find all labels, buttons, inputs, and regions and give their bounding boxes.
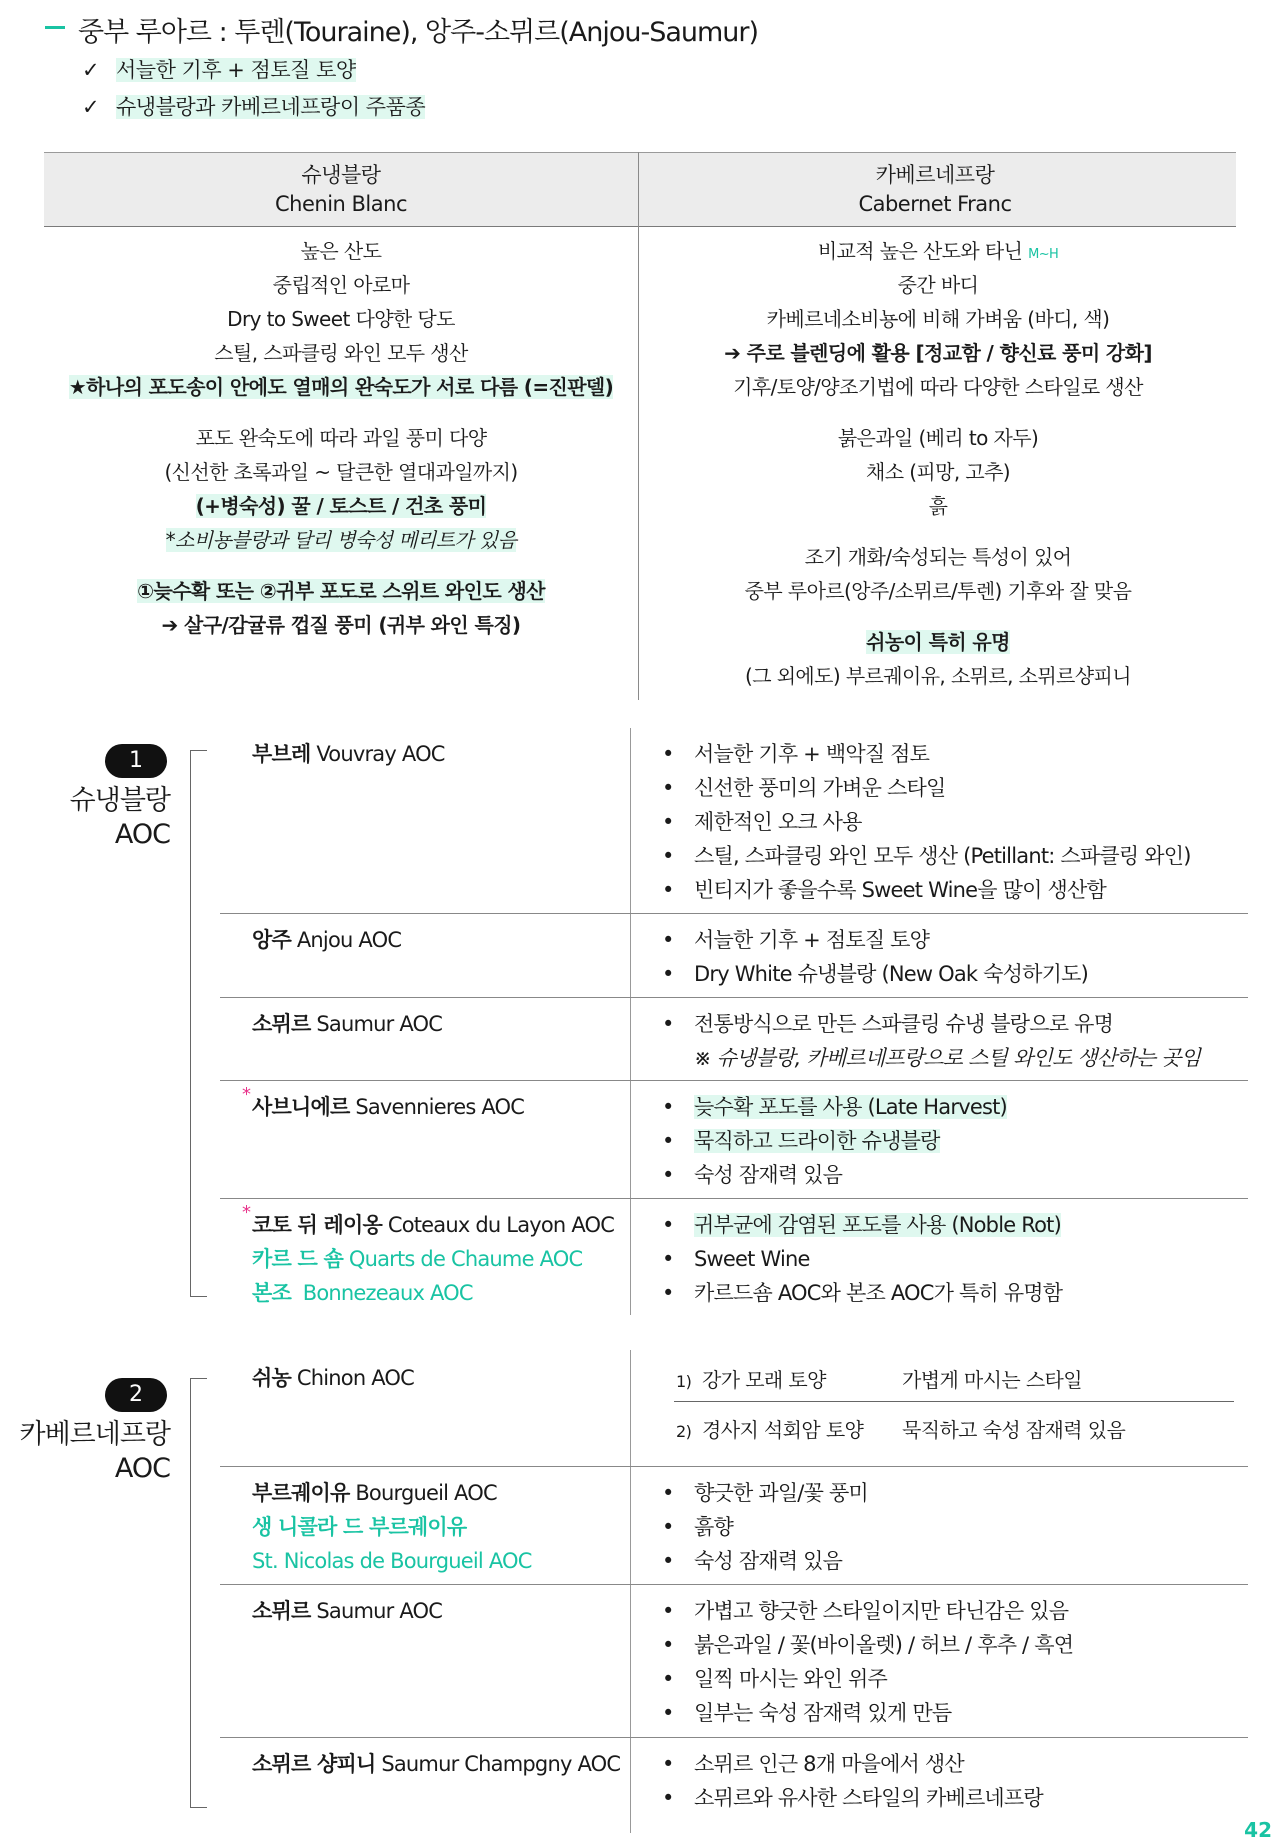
aoc-bullets-saumur-red <box>662 1594 1073 1730</box>
check-item <box>82 91 425 121</box>
page-number: 42 <box>1244 1818 1272 1842</box>
section-bracket <box>190 1378 207 1808</box>
chinon-soil: 강가 모래 토양 <box>702 1368 826 1392</box>
aoc-name-en: Vouvray AOC <box>310 742 445 766</box>
chenin-column <box>44 234 638 642</box>
aoc-name-en: Bourgueil AOC <box>349 1481 497 1505</box>
aoc-name-en: Anjou AOC <box>290 928 402 952</box>
bullet-icon: • <box>662 1599 674 1623</box>
aoc-note: ※ 슈냉블랑, 카베르네프랑으로 스틸 와인도 생산하는 곳임 <box>694 1046 1201 1070</box>
bullet-text: 빈티지가 좋을수록 Sweet Wine을 많이 생산함 <box>694 878 1106 902</box>
cabfranc-trait: 카베르네소비뇽에 비해 가벼움 (바디, 색) <box>766 307 1110 331</box>
bullet-icon: • <box>662 1163 674 1187</box>
aoc-bullets-saumur <box>662 1007 1200 1075</box>
aoc-name-en: Savennieres AOC <box>349 1095 525 1119</box>
cabfranc-column <box>641 234 1235 693</box>
chinon-style-item <box>676 1364 1082 1393</box>
aoc-name-en: Saumur AOC <box>310 1012 443 1036</box>
section-badge: 2 <box>105 1378 167 1412</box>
chinon-style: 묵직하고 숙성 잠재력 있음 <box>902 1418 1126 1442</box>
chenin-title-en: Chenin Blanc <box>275 192 407 216</box>
chinon-style: 가볍게 마시는 스타일 <box>902 1368 1082 1392</box>
bullet-icon: • <box>662 1786 674 1810</box>
aoc-name-anjou <box>252 923 401 957</box>
bullet-text: 서늘한 기후 + 점토질 토양 <box>694 928 930 952</box>
cabfranc-trait-emphasis: ➔ 주로 블렌딩에 활용 [정교함 / 향신료 풍미 강화] <box>724 341 1152 365</box>
item-number: 2) <box>676 1422 692 1441</box>
chenin-trait: Dry to Sweet 다양한 당도 <box>227 307 455 331</box>
bullet-icon: • <box>662 742 674 766</box>
aoc-name-savennieres <box>252 1090 524 1124</box>
bullet-icon: • <box>662 810 674 834</box>
aoc-name-vouvray <box>252 737 445 771</box>
compare-divider <box>638 152 639 700</box>
item-number: 1) <box>676 1372 692 1391</box>
chenin-trait-highlight: ①늦수확 또는 ②귀부 포도로 스위트 와인도 생산 <box>137 579 545 603</box>
bullet-text: 묵직하고 드라이한 슈냉블랑 <box>694 1129 940 1153</box>
check-text: 슈냉블랑과 카베르네프랑이 주품종 <box>116 95 426 119</box>
chenin-trait: (신선한 초록과일 ~ 달큰한 열대과일까지) <box>164 460 518 484</box>
row-divider <box>220 1080 1248 1081</box>
star-marker: * <box>242 1084 251 1105</box>
cabfranc-trait: 중부 루아르(앙주/소뮈르/투렌) 기후와 잘 맞음 <box>744 579 1132 603</box>
cabfranc-title-ko: 카베르네프랑 <box>875 163 995 187</box>
aoc-name-saumur-champigny <box>252 1747 620 1781</box>
bullet-text: 소뮈르와 유사한 스타일의 카베르네프랑 <box>694 1786 1043 1810</box>
chenin-trait: 스틸, 스파클링 와인 모두 생산 <box>214 341 468 365</box>
bullet-icon: • <box>662 1129 674 1153</box>
aoc-name-en: Coteaux du Layon AOC <box>381 1213 615 1237</box>
cabfranc-trait: 비교적 높은 산도와 타닌 <box>817 239 1023 263</box>
bullet-icon: • <box>662 776 674 800</box>
check-icon: ✓ <box>82 95 100 119</box>
bullet-icon: • <box>662 928 674 952</box>
bullet-text: 일찍 마시는 와인 위주 <box>694 1667 887 1691</box>
aoc-name-ko: 소뮈르 <box>252 1599 311 1623</box>
aoc-name-ko: 생 니콜라 드 부르궤이유 <box>252 1515 467 1539</box>
aoc-name-en: St. Nicolas de Bourgueil AOC <box>252 1549 532 1573</box>
column-divider <box>630 1350 631 1833</box>
aoc-name-en: Chinon AOC <box>290 1366 414 1390</box>
aoc-bullets-anjou <box>662 923 1088 991</box>
star-marker: * <box>242 1202 251 1223</box>
chinon-soil: 경사지 석회암 토양 <box>702 1418 864 1442</box>
chenin-trait: 높은 산도 <box>300 239 382 263</box>
chinon-item-divider <box>674 1401 1234 1402</box>
bullet-text: 소뮈르 인근 8개 마을에서 생산 <box>694 1752 964 1776</box>
aoc-name-coteaux-du-layon <box>252 1208 614 1310</box>
cabfranc-trait: 조기 개화/숙성되는 특성이 있어 <box>804 545 1072 569</box>
bullet-icon: • <box>662 1247 674 1271</box>
aoc-name-ko: 소뮈르 샹피니 <box>252 1752 376 1776</box>
row-divider <box>220 997 1248 998</box>
chenin-title-ko: 슈냉블랑 <box>301 163 381 187</box>
chenin-trait: ➔ 살구/감귤류 껍질 풍미 (귀부 와인 특징) <box>161 613 521 637</box>
bullet-icon: • <box>662 1281 674 1305</box>
section-title-line: AOC <box>114 819 170 850</box>
bullet-text: 스틸, 스파클링 와인 모두 생산 (Petillant: 스파클링 와인) <box>694 844 1191 868</box>
cabfranc-trait: 채소 (피망, 고추) <box>866 460 1010 484</box>
bullet-text: 서늘한 기후 + 백악질 점토 <box>694 742 930 766</box>
bullet-icon: • <box>662 1633 674 1657</box>
aoc-name-ko: 사브니에르 <box>252 1095 350 1119</box>
bullet-icon: • <box>662 962 674 986</box>
chenin-trait: 중립적인 아로마 <box>272 273 410 297</box>
bullet-text: 제한적인 오크 사용 <box>694 810 862 834</box>
section-title-line: AOC <box>114 1453 170 1484</box>
cabfranc-trait: 기후/토양/양조기법에 따라 다양한 스타일로 생산 <box>733 375 1143 399</box>
aoc-name-ko: 코토 뒤 레이옹 <box>252 1213 382 1237</box>
bullet-text: 숙성 잠재력 있음 <box>694 1549 843 1573</box>
row-divider <box>220 1198 1248 1199</box>
bullet-icon: • <box>662 1012 674 1036</box>
cabfranc-trait: 붉은과일 (베리 to 자두) <box>837 426 1039 450</box>
tannin-note: M~H <box>1028 247 1059 262</box>
page-title: 중부 루아르 : 투렌(Touraine), 앙주-소뮈르(Anjou-Saumur) <box>78 17 759 48</box>
row-divider <box>220 1737 1248 1738</box>
aoc-name-ko: 부브레 <box>252 742 311 766</box>
bullet-text: 일부는 숙성 잠재력 있게 만듬 <box>694 1701 952 1725</box>
aoc-name-ko: 부르궤이유 <box>252 1481 350 1505</box>
bullet-text: 숙성 잠재력 있음 <box>694 1163 843 1187</box>
aoc-name-en: Bonnezeaux AOC <box>290 1281 473 1305</box>
chinon-style-item <box>676 1414 1125 1443</box>
aoc-bullets-bourgueil <box>662 1476 868 1578</box>
row-divider <box>220 913 1248 914</box>
check-text: 서늘한 기후 + 점토질 토양 <box>116 58 356 82</box>
aoc-name-chinon <box>252 1361 414 1395</box>
aoc-bullets-coteaux-du-layon <box>662 1208 1062 1310</box>
cabfranc-column-header <box>638 161 1232 219</box>
section-title-line: 슈냉블랑 <box>69 785 170 816</box>
aoc-bullets-saumur-champigny <box>662 1747 1043 1815</box>
cabfranc-trait: 중간 바디 <box>897 273 979 297</box>
cabfranc-trait-highlight: 쉬농이 특히 유명 <box>866 630 1010 654</box>
chenin-trait: 포도 완숙도에 따라 과일 풍미 다양 <box>195 426 487 450</box>
bullet-text: 향긋한 과일/꽃 풍미 <box>694 1481 868 1505</box>
aoc-name-ko: 본조 <box>252 1281 291 1305</box>
compare-table-header <box>44 152 1236 227</box>
aoc-bullets-vouvray <box>662 737 1191 907</box>
check-icon: ✓ <box>82 58 100 82</box>
bullet-icon: • <box>662 878 674 902</box>
aoc-name-ko: 소뮈르 <box>252 1012 311 1036</box>
aoc-name-en: Quarts de Chaume AOC <box>342 1247 583 1271</box>
bullet-text: 늦수확 포도를 사용 (Late Harvest) <box>694 1095 1007 1119</box>
row-divider <box>220 1466 1248 1467</box>
bullet-icon: • <box>662 1701 674 1725</box>
bullet-text: 카르드숌 AOC와 본조 AOC가 특히 유명함 <box>694 1281 1063 1305</box>
cabfranc-trait: (그 외에도) 부르궤이유, 소뮈르, 소뮈르샹피니 <box>745 664 1131 688</box>
bullet-text: 귀부균에 감염된 포도를 사용 (Noble Rot) <box>694 1213 1061 1237</box>
bullet-icon: • <box>662 1549 674 1573</box>
chenin-column-header <box>44 161 638 219</box>
section-title <box>20 784 170 852</box>
bullet-icon: • <box>662 1095 674 1119</box>
bullet-text: 흙향 <box>694 1515 733 1539</box>
bullet-icon: • <box>662 1667 674 1691</box>
bullet-text: Dry White 슈냉블랑 (New Oak 숙성하기도) <box>694 962 1088 986</box>
bullet-text: 가볍고 향긋한 스타일이지만 타닌감은 있음 <box>694 1599 1069 1623</box>
aoc-name-saumur-red <box>252 1594 442 1628</box>
bullet-text: 신선한 풍미의 가벼운 스타일 <box>694 776 946 800</box>
aoc-name-ko: 쉬농 <box>252 1366 291 1390</box>
chenin-trait-note: *소비뇽블랑과 달리 병숙성 메리트가 있음 <box>165 528 517 552</box>
bullet-icon: • <box>662 1213 674 1237</box>
aoc-name-bourgueil <box>252 1476 532 1578</box>
bullet-icon: • <box>662 1515 674 1539</box>
chenin-trait-highlight: ★하나의 포도송이 안에도 열매의 완숙도가 서로 다름 (=진판델) <box>68 375 614 399</box>
section-badge: 1 <box>105 744 167 778</box>
chenin-trait-highlight: (+병숙성) 꿀 / 토스트 / 건초 풍미 <box>195 494 487 518</box>
row-divider <box>220 1584 1248 1585</box>
aoc-name-ko: 카르 드 숌 <box>252 1247 343 1271</box>
check-item <box>82 54 356 84</box>
bullet-text: 붉은과일 / 꽃(바이올렛) / 허브 / 후추 / 흑연 <box>694 1633 1074 1657</box>
section-title <box>10 1418 170 1486</box>
column-divider <box>630 728 631 1315</box>
aoc-name-en: Saumur Champgny AOC <box>375 1752 621 1776</box>
aoc-name-en: Saumur AOC <box>310 1599 443 1623</box>
bullet-icon: • <box>662 1481 674 1505</box>
aoc-bullets-savennieres <box>662 1090 1007 1192</box>
title-dash <box>45 26 65 29</box>
cabfranc-title-en: Cabernet Franc <box>858 192 1012 216</box>
cabfranc-trait: 흙 <box>928 494 948 518</box>
bullet-text: 전통방식으로 만든 스파클링 슈냉 블랑으로 유명 <box>694 1012 1114 1036</box>
aoc-name-saumur <box>252 1007 442 1041</box>
bullet-icon: • <box>662 844 674 868</box>
section-title-line: 카베르네프랑 <box>19 1419 170 1450</box>
bullet-text: Sweet Wine <box>694 1247 810 1271</box>
aoc-name-ko: 앙주 <box>252 928 291 952</box>
bullet-icon: • <box>662 1752 674 1776</box>
section-bracket <box>190 750 207 1297</box>
